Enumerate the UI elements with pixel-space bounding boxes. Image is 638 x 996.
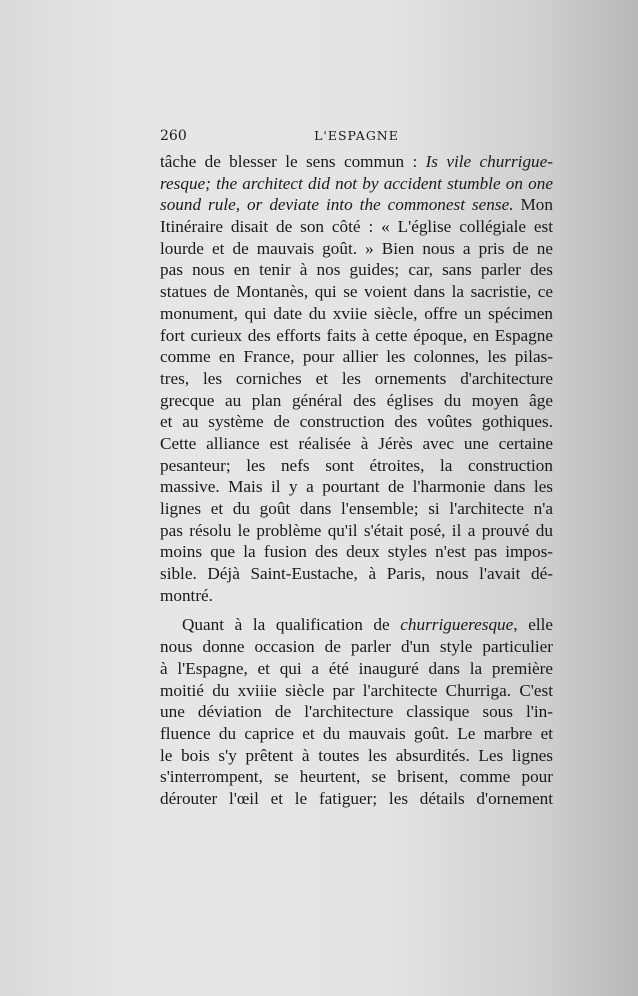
text-line: lourde et de mauvais goût. » Bien nous a pris de ne (160, 238, 553, 258)
text-line: massive. Mais il y a pourtant de l'harmonie dans les (160, 477, 553, 497)
running-header (160, 128, 553, 148)
text-line: pesanteur; les nefs sont étroites, la construction (160, 455, 553, 475)
text-line: fort curieux des efforts faits à cette époque, en Espagne (160, 325, 553, 345)
text-line: pas résolu le problème qu'il s'était posé, il a prouvé du (160, 520, 553, 540)
text-line: Itinéraire disait de son côté : « L'église collégiale est (160, 217, 553, 237)
text-line (160, 151, 553, 173)
italic-span: sound rule, or deviate into the commonest sense. (160, 195, 514, 215)
text-line: à l'Espagne, et qui a été inauguré dans la première (160, 658, 553, 678)
text-line: montré. (160, 585, 213, 605)
text-line: moitié du xviiie siècle par l'architecte Churriga. C'est (160, 680, 553, 700)
text-line: Cette alliance est réalisée à Jérès avec une certaine (160, 433, 553, 453)
text-line (160, 194, 553, 216)
italic-span: Is vile churrigue- (425, 152, 553, 171)
text-line: pas nous en tenir à nos guides; car, sans parler des (160, 260, 553, 280)
text-line (160, 173, 553, 195)
text-span: Mon (513, 195, 553, 215)
italic-span: churrigueresque (400, 615, 514, 635)
text-line: et au système de construction des voûtes gothiques. (160, 412, 553, 432)
text-line: une déviation de l'architecture classique sous l'in- (160, 702, 553, 722)
text-line: fluence du caprice et du mauvais goût. Le marbre et (160, 723, 553, 743)
text-line (160, 614, 553, 636)
text-line: le bois s'y prêtent à toutes les absurdités. Les lignes (160, 745, 553, 765)
text-line: nous donne occasion de parler d'un style particulier (160, 637, 553, 657)
text-line: lignes et du goût dans l'ensemble; si l'architecte n'a (160, 499, 553, 518)
page-number: 260 (160, 128, 187, 144)
text-span: tâche de blesser le sens commun : (160, 152, 426, 171)
text-span: Quant à la qualification de (182, 615, 401, 635)
text-line: moins que la fusion des deux styles n'est pas impos- (160, 542, 553, 562)
text-span: , elle (513, 615, 554, 635)
text-line: statues de Montanès, qui se voient dans la sacristie, ce (160, 282, 553, 302)
text-line: sible. Déjà Saint-Eustache, à Paris, nous l'avait dé- (160, 564, 553, 584)
text-line: tres, les corniches et les ornements d'architecture (160, 368, 553, 388)
italic-span: resque; the architect did not by accident stumble on one (160, 173, 553, 193)
text-line: dérouter l'œil et le fatiguer; les détails d'ornement (160, 788, 553, 808)
text-line: monument, qui date du xviie siècle, offre un spécimen (160, 303, 553, 323)
text-line: comme en France, pour allier les colonnes, les pilas- (160, 347, 553, 367)
text-line: s'interrompent, se heurtent, se brisent, comme pour (160, 767, 553, 787)
running-title: L'ESPAGNE (314, 128, 399, 143)
text-line: grecque au plan général des églises du moyen âge (160, 390, 553, 410)
page-text (160, 151, 553, 810)
